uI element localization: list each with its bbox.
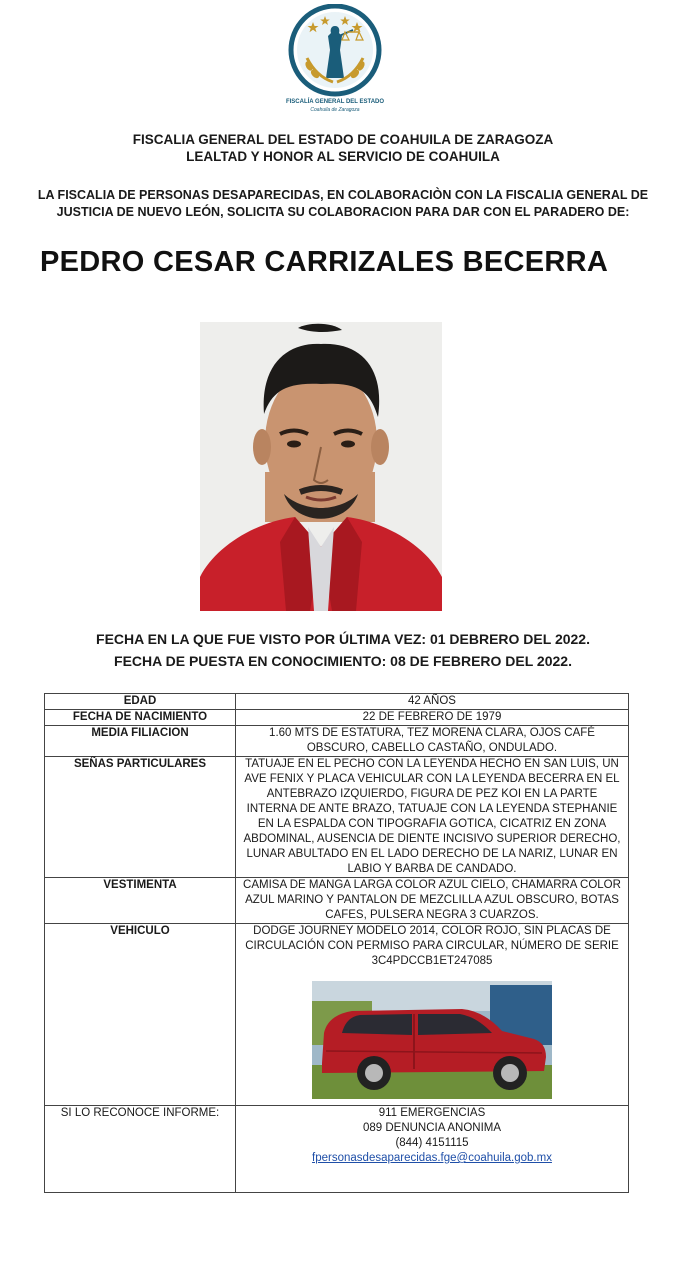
senas-label: SEÑAS PARTICULARES [45,757,236,878]
car-photo [312,981,552,1099]
office-phone: (844) 4151115 [395,1137,469,1149]
filiacion-label: MEDIA FILIACION [45,726,236,757]
anonymous-phone: 089 DENUNCIA ANONIMA [362,1122,502,1134]
edad-value: 42 AÑOS [236,694,629,710]
info-table [44,693,629,1193]
vehiculo-value: DODGE JOURNEY MODELO 2014, COLOR ROJO, SIN PLACAS DE CIRCULACIÓN CON PERMISO PARA CIRCULAR, NÚMERO DE SERIE 3C4PDCCB1ET247085 [245,925,619,967]
table-row [45,924,629,1106]
informe-label: SI LO RECONOCE INFORME: [45,1106,236,1193]
senas-value: TATUAJE EN EL PECHO CON LA LEYENDA HECHO EN SAN LUIS, UN AVE FENIX Y PLACA VEHICULAR CON LA LEYENDA BECERRA EN EL ANTEBRAZO IZQUIERDO, FIGURA DE PEZ KOI EN LA PARTE INTERNA DE ANTE BRAZO, TATUAJE CON LA LEYENDA STEPHANIE EN LA ESPALDA CON TIPOGRAFIA GOTICA, CICATRIZ EN ZONA ABDOMINAL, AUSENCIA DE DIENTE INCISIVO SUPERIOR DERECHO, LUNAR ABULTADO EN EL LADO DERECHO DE LA NARIZ, LUNAR EN LABIO Y BARBA DE CANDADO. [236,757,629,878]
person-name: PEDRO CESAR CARRIZALES BECERRA [40,246,609,278]
table-row [45,710,629,726]
last-seen-date: FECHA EN LA QUE FUE VISTO POR ÚLTIMA VEZ: 01 DEBRERO DEL 2022. [96,631,590,647]
emergency-phone: 911 EMERGENCIAS [378,1107,486,1119]
nacimiento-label: FECHA DE NACIMIENTO [45,710,236,726]
intro-line-2: JUSTICIA DE NUEVO LEÓN, SOLICITA SU COLABORACION PARA DAR CON EL PARADERO DE: [56,205,630,219]
edad-label: EDAD [45,694,236,710]
vehiculo-label: VEHICULO [45,924,236,1106]
header-line-2: LEALTAD Y HONOR AL SERVICIO DE COAHUILA [186,149,500,164]
vestimenta-value: CAMISA DE MANGA LARGA COLOR AZUL CIELO, CHAMARRA COLOR AZUL MARINO Y PANTALON DE MEZCLILLA AZUL OBSCURO, BOTAS CAFES, PULSERA NEGRA 3 CUARZOS. [236,878,629,924]
table-row [45,1106,629,1193]
nacimiento-value: 22 DE FEBRERO DE 1979 [236,710,629,726]
contact-email-link[interactable]: fpersonasdesaparecidas.fge@coahuila.gob.mx [312,1152,552,1164]
header-line-1: FISCALIA GENERAL DEL ESTADO DE COAHUILA DE ZARAGOZA [132,132,554,147]
table-row [45,878,629,924]
informe-cell [236,1106,629,1193]
logo-subtitle: Coahuila de Zaragoza [310,107,360,113]
intro-line-1: LA FISCALIA DE PERSONAS DESAPARECIDAS, EN COLABORACIÒN CON LA FISCALIA GENERAL DE [37,188,649,202]
vestimenta-label: VESTIMENTA [45,878,236,924]
person-photo [200,322,442,611]
table-row [45,694,629,710]
vehiculo-cell [236,924,629,1106]
table-row [45,726,629,757]
logo-name: FISCALÍA GENERAL DEL ESTADO [285,99,385,105]
reported-date: FECHA DE PUESTA EN CONOCIMIENTO: 08 DE FEBRERO DEL 2022. [114,653,572,669]
table-row [45,757,629,878]
filiacion-value: 1.60 MTS DE ESTATURA, TEZ MORENA CLARA, OJOS CAFÉ OBSCURO, CABELLO CASTAÑO, ONDULADO. [236,726,629,757]
